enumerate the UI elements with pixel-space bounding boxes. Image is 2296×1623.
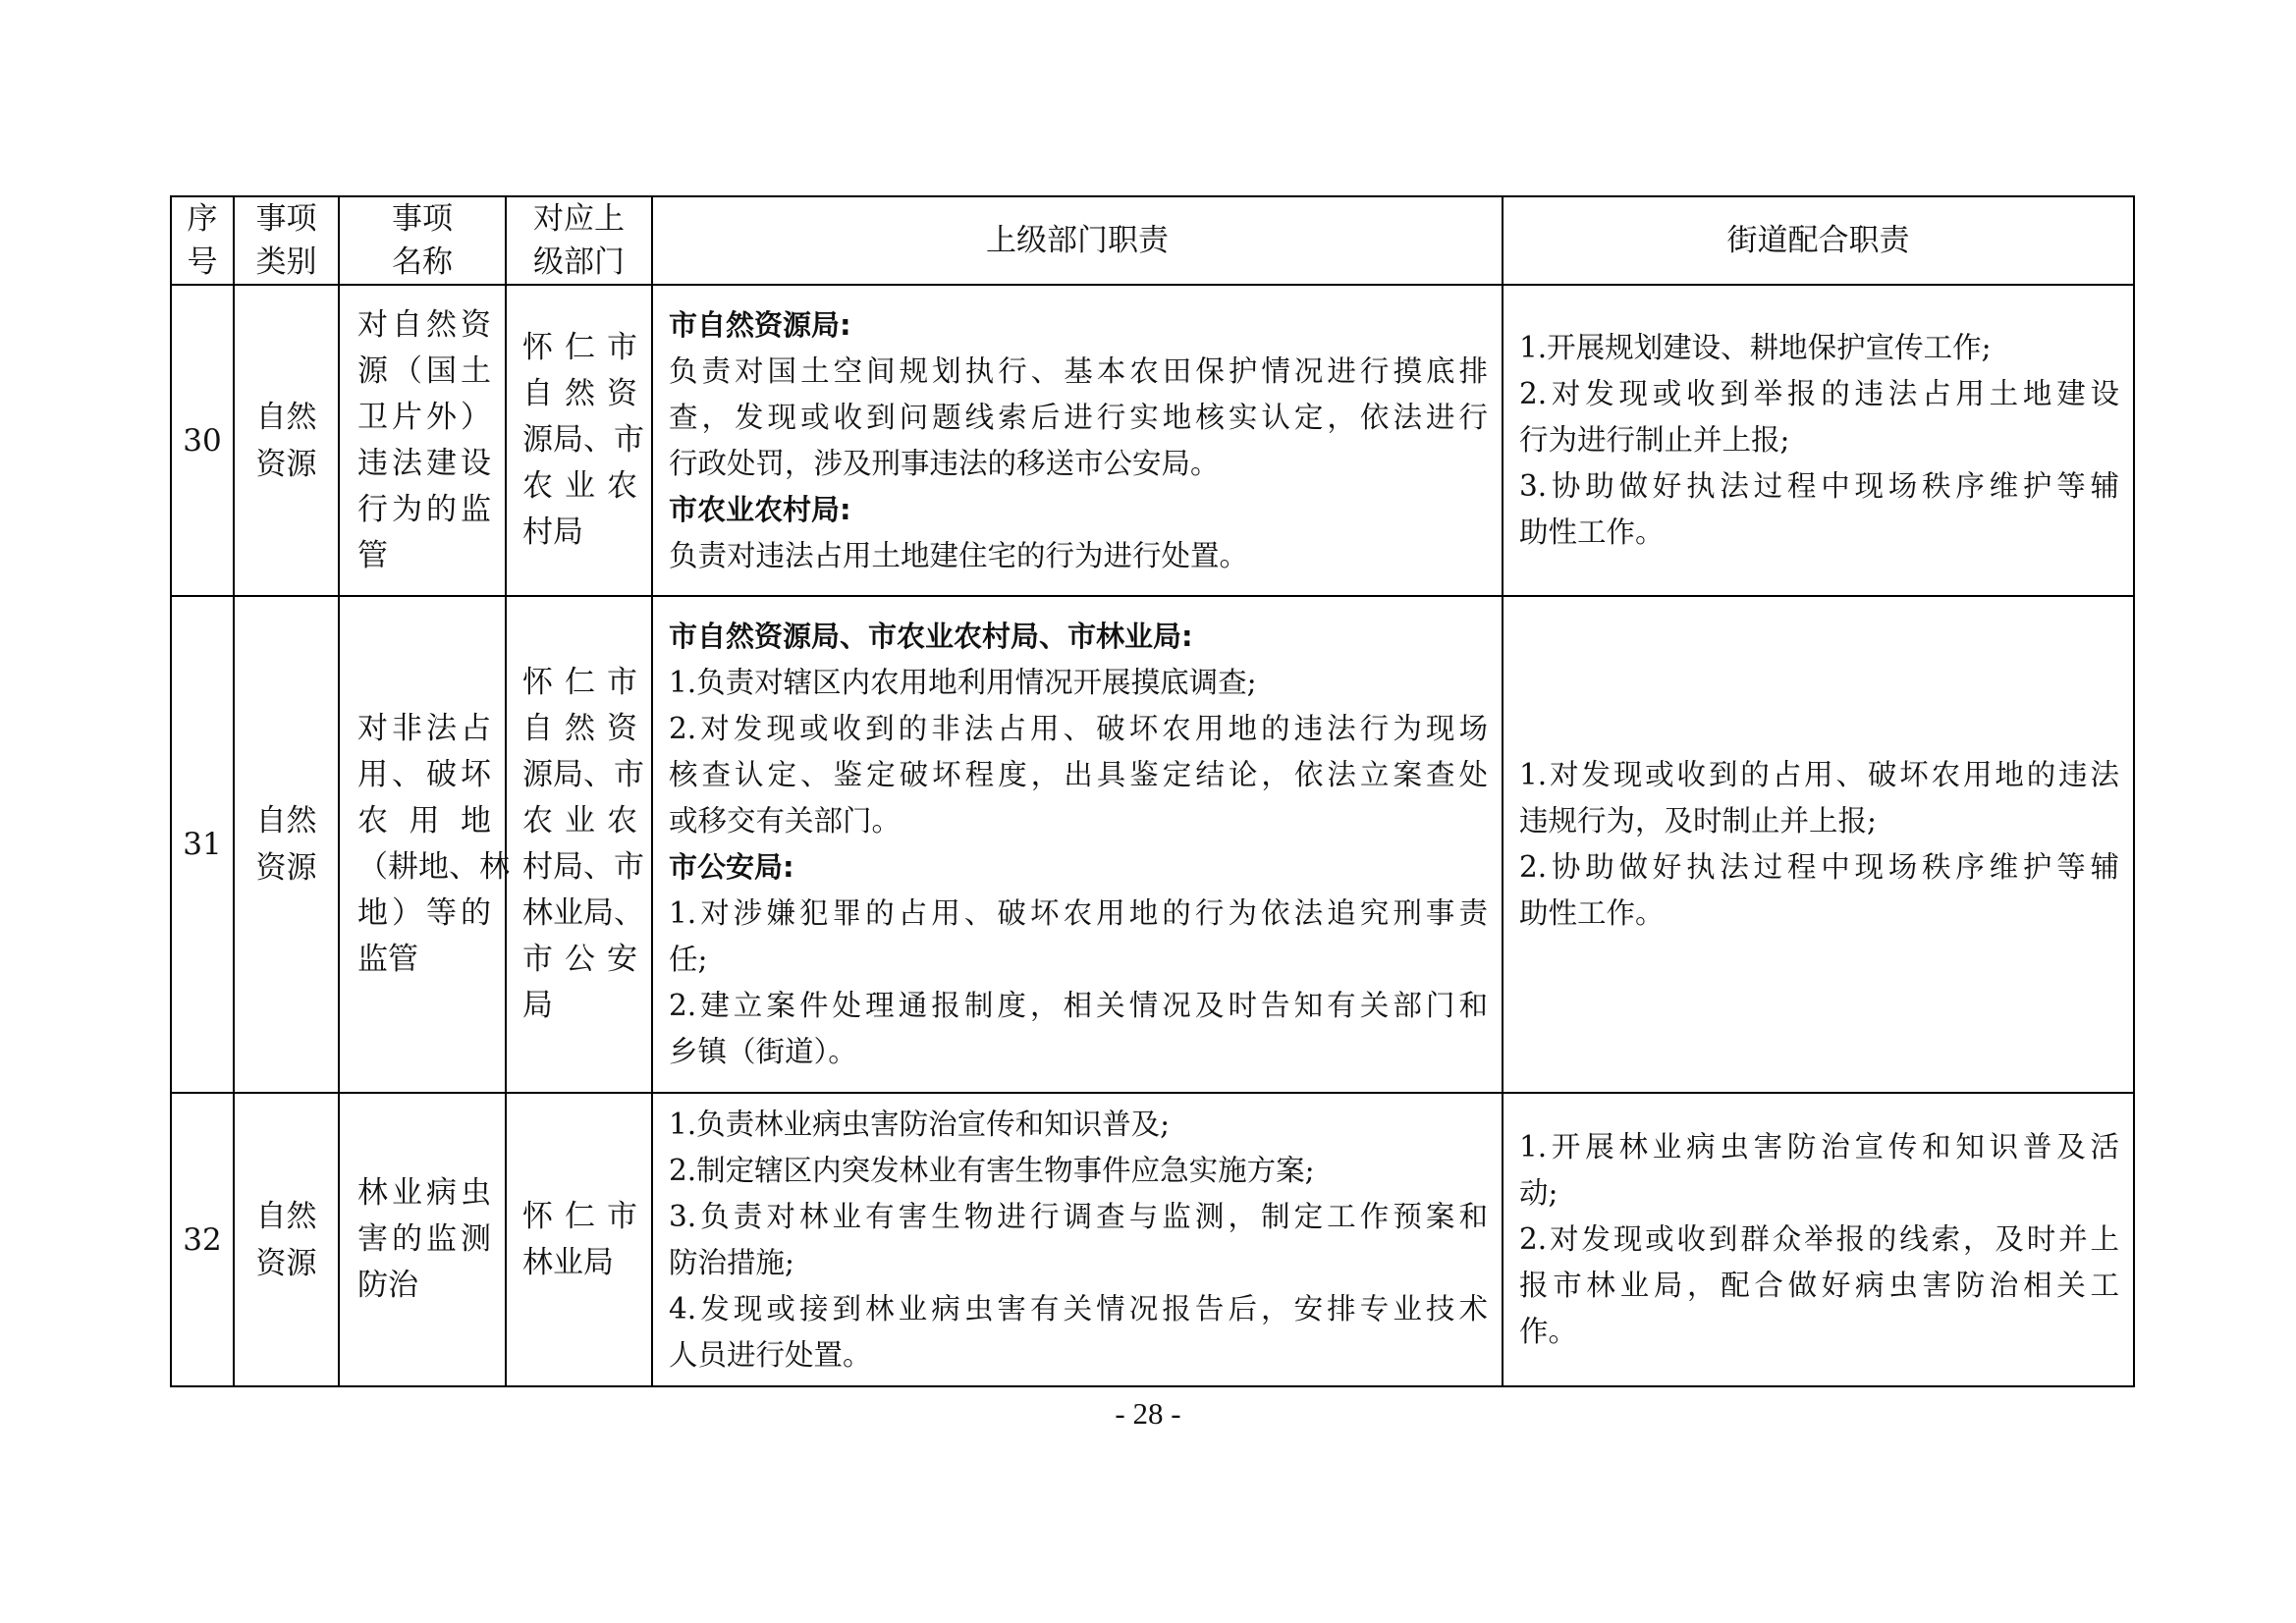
row-superior-duties [652, 285, 1503, 596]
row-seq-number: 31 [171, 596, 234, 1093]
row-street-duties [1503, 596, 2134, 1093]
duty-line: 或移交有关部门。 [669, 804, 902, 838]
duty-line: 任; [669, 943, 708, 976]
row-category [234, 1093, 339, 1386]
duty-heading: 市自然资源局、市农业农村局、市林业局: [669, 620, 1193, 653]
row-item-name [339, 1093, 506, 1386]
row-department [506, 596, 652, 1093]
category-line: 资源 [255, 1245, 317, 1281]
duty-line: 2.对发现或收到的非法占用、破坏农用地的违法行为现场 [669, 712, 1488, 745]
duty-line: 负责对国土空间规划执行、基本农田保护情况进行摸底排 [669, 353, 1488, 388]
duty-heading: 市公安局: [669, 850, 794, 884]
row-category [234, 596, 339, 1093]
duty-line: 动; [1519, 1176, 1558, 1210]
duty-heading: 市自然资源局: [669, 307, 851, 342]
department-line: 怀仁市 [522, 665, 637, 700]
header-dept: 对应上 级部门 [506, 196, 652, 285]
department-line: 林业局 [522, 1244, 614, 1280]
category-line: 自然 [255, 1198, 317, 1234]
department-line: 林业局、 [522, 895, 644, 931]
duty-line: 行政处罚，涉及刑事违法的移送市公安局。 [669, 446, 1220, 480]
item-name-line: 农用地 [357, 803, 491, 839]
row-superior-duties [652, 596, 1503, 1093]
category-line: 资源 [255, 850, 317, 886]
duty-line: 1.负责林业病虫害防治宣传和知识普及; [669, 1107, 1171, 1141]
header-category: 事项 类别 [234, 196, 339, 285]
duty-heading: 市农业农村局: [669, 492, 851, 526]
item-name-line: 害的监测 [357, 1221, 491, 1257]
duty-line: 1.开展规划建设、耕地保护宣传工作; [1519, 331, 1992, 364]
duty-line: 防治措施; [669, 1245, 794, 1279]
duty-line: 行为进行制止并上报; [1519, 423, 1790, 457]
category-line: 资源 [255, 446, 317, 482]
department-line: 源局、市 [522, 422, 644, 458]
duty-line: 核查认定、鉴定破坏程度，出具鉴定结论，依法立案查处 [669, 758, 1488, 791]
duty-line: 1.对涉嫌犯罪的占用、破坏农用地的行为依法追究刑事责 [669, 896, 1488, 930]
category-line: 自然 [255, 399, 317, 435]
header-name: 事项 名称 [339, 196, 506, 285]
row-category [234, 285, 339, 596]
department-line: 自然资 [522, 711, 637, 746]
row-seq-number: 30 [171, 285, 234, 596]
department-line: 村局、市 [522, 849, 644, 885]
item-name-line: 对非法占 [357, 711, 491, 746]
table-row [171, 596, 2134, 1093]
table-header-row [171, 196, 2134, 285]
item-name-line: 林业病虫 [357, 1175, 491, 1211]
department-line: 自然资 [522, 376, 637, 411]
duty-line: 2.建立案件处理通报制度，相关情况及时告知有关部门和 [669, 989, 1488, 1022]
duty-line: 1.开展林业病虫害防治宣传和知识普及活 [1519, 1130, 2119, 1163]
item-name-line: 源（国土 [357, 352, 491, 389]
header-superior-duty: 上级部门职责 [652, 196, 1503, 285]
page-number: - 28 - [1115, 1396, 1181, 1431]
duty-line: 1.负责对辖区内农用地利用情况开展摸底调查; [669, 666, 1257, 699]
duty-line: 查，发现或收到问题线索后进行实地核实认定，依法进行 [669, 400, 1488, 434]
table-row [171, 285, 2134, 596]
item-name-line: （耕地、林 [357, 849, 510, 885]
category-line: 自然 [255, 803, 317, 839]
department-line: 农业农 [522, 803, 637, 839]
row-department [506, 285, 652, 596]
responsibility-table [170, 195, 2135, 1387]
header-seq: 序 号 [171, 196, 234, 285]
row-superior-duties [652, 1093, 1503, 1386]
row-item-name [339, 285, 506, 596]
duty-line: 4.发现或接到林业病虫害有关情况报告后，安排专业技术 [669, 1291, 1488, 1325]
row-street-duties [1503, 1093, 2134, 1386]
department-line: 农业农 [522, 468, 637, 504]
department-line: 村局 [522, 514, 583, 550]
table-row [171, 1093, 2134, 1386]
duty-line: 违规行为，及时制止并上报; [1519, 804, 1877, 838]
row-department [506, 1093, 652, 1386]
duty-line: 作。 [1519, 1315, 1578, 1348]
row-seq-number: 32 [171, 1093, 234, 1386]
item-name-line: 监管 [357, 942, 418, 977]
duty-line: 助性工作。 [1519, 515, 1665, 549]
duty-line: 负责对违法占用土地建住宅的行为进行处置。 [669, 538, 1249, 572]
duty-line: 3.协助做好执法过程中现场秩序维护等辅 [1519, 469, 2119, 503]
duty-line: 1.对发现或收到的占用、破坏农用地的违法 [1519, 758, 2119, 791]
item-name-line: 用、破坏 [357, 757, 491, 792]
duty-line: 3.负责对林业有害生物进行调查与监测，制定工作预案和 [669, 1199, 1488, 1233]
item-name-line: 行为的监 [357, 491, 491, 527]
row-street-duties [1503, 285, 2134, 596]
header-street-duty: 街道配合职责 [1503, 196, 2134, 285]
duty-line: 乡镇（街道）。 [669, 1035, 857, 1068]
duty-line: 报市林业局，配合做好病虫害防治相关工 [1519, 1269, 2119, 1302]
department-line: 市公安 [522, 942, 637, 977]
item-name-line: 管 [357, 537, 388, 573]
department-line: 源局、市 [522, 757, 644, 792]
row-item-name [339, 596, 510, 1093]
duty-line: 助性工作。 [1519, 896, 1665, 930]
item-name-line: 防治 [357, 1268, 418, 1303]
item-name-line: 地）等的 [357, 895, 491, 931]
department-line: 怀仁市 [522, 330, 637, 365]
item-name-line: 卫片外） [357, 399, 491, 435]
item-name-line: 对自然资 [357, 306, 491, 343]
duty-line: 2.制定辖区内突发林业有害生物事件应急实施方案; [669, 1153, 1315, 1187]
duty-line: 2.协助做好执法过程中现场秩序维护等辅 [1519, 850, 2119, 884]
department-line: 局 [522, 988, 553, 1023]
table-body [171, 285, 2134, 1386]
item-name-line: 违法建设 [357, 445, 491, 481]
duty-line: 2.对发现或收到群众举报的线索，及时并上 [1519, 1222, 2119, 1256]
duty-line: 人员进行处置。 [669, 1337, 872, 1372]
department-line: 怀仁市 [522, 1198, 637, 1234]
duty-line: 2.对发现或收到举报的违法占用土地建设 [1519, 377, 2119, 410]
